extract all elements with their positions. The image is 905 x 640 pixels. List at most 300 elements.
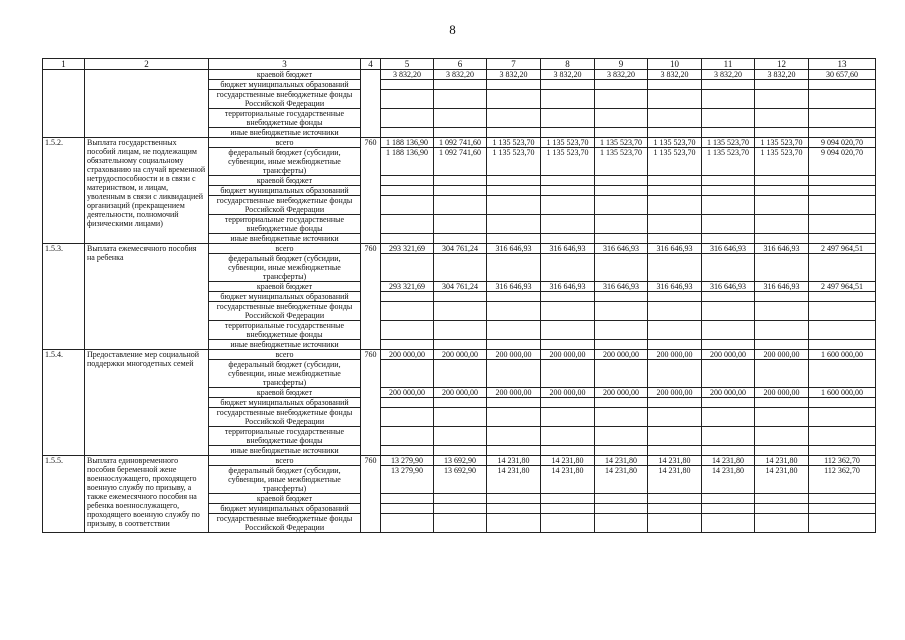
value-cell	[755, 427, 809, 446]
value-cell	[648, 176, 702, 186]
value-cell	[487, 321, 541, 340]
value-cell	[381, 360, 434, 388]
value-cell	[434, 408, 487, 427]
column-header: 9	[595, 59, 648, 70]
value-cell	[755, 292, 809, 302]
value-cell: 14 231,80	[595, 456, 648, 466]
value-cell: 200 000,00	[434, 350, 487, 360]
value-cell: 200 000,00	[702, 388, 755, 398]
value-cell	[755, 514, 809, 533]
row-id-cell: 1.5.4.	[43, 350, 85, 456]
value-cell	[487, 514, 541, 533]
value-cell	[381, 398, 434, 408]
value-cell	[381, 427, 434, 446]
value-cell	[702, 215, 755, 234]
value-cell: 14 231,80	[648, 456, 702, 466]
value-cell	[434, 234, 487, 244]
id-cell	[43, 70, 85, 138]
value-cell: 2 497 964,51	[809, 244, 876, 254]
source-cell: территориальные государственные внебюджетные фонды	[209, 109, 361, 128]
value-cell	[381, 504, 434, 514]
value-cell: 1 135 523,70	[487, 138, 541, 148]
row-name-cell: Выплата государственных пособий лицам, не подлежащим обязательному социальному страхованию на случай временной нетрудоспособности и в связи с материнством, и лицам, уволенным в связи с ликвидацией организаций (прекращением деятельности, полномочий физическими лицами)	[85, 138, 209, 244]
value-cell	[755, 90, 809, 109]
value-cell	[541, 196, 595, 215]
value-cell	[487, 427, 541, 446]
value-cell: 1 135 523,70	[541, 148, 595, 176]
value-cell	[702, 254, 755, 282]
value-cell	[702, 109, 755, 128]
value-cell	[487, 398, 541, 408]
source-cell: территориальные государственные внебюджетные фонды	[209, 321, 361, 340]
value-cell: 14 231,80	[541, 456, 595, 466]
value-cell	[595, 128, 648, 138]
table-row	[43, 456, 876, 466]
source-cell: федеральный бюджет (субсидии, субвенции, иные межбюджетные трансферты)	[209, 254, 361, 282]
column-header: 5	[381, 59, 434, 70]
value-cell	[648, 408, 702, 427]
value-cell	[541, 186, 595, 196]
value-cell	[487, 340, 541, 350]
value-cell	[541, 128, 595, 138]
value-cell	[487, 254, 541, 282]
value-cell	[434, 321, 487, 340]
value-cell: 13 692,90	[434, 466, 487, 494]
value-cell	[648, 254, 702, 282]
value-cell	[809, 196, 876, 215]
source-cell: иные внебюджетные источники	[209, 128, 361, 138]
value-cell	[755, 504, 809, 514]
value-cell: 293 321,69	[381, 282, 434, 292]
value-cell	[487, 196, 541, 215]
value-cell: 3 832,20	[702, 70, 755, 80]
value-cell	[648, 215, 702, 234]
value-cell	[755, 340, 809, 350]
value-cell	[809, 109, 876, 128]
value-cell	[648, 340, 702, 350]
value-cell	[381, 408, 434, 427]
value-cell	[434, 292, 487, 302]
value-cell	[541, 234, 595, 244]
value-cell: 200 000,00	[381, 350, 434, 360]
source-cell: федеральный бюджет (субсидии, субвенции, иные межбюджетные трансферты)	[209, 148, 361, 176]
value-cell	[702, 514, 755, 533]
column-header: 4	[361, 59, 381, 70]
value-cell	[648, 321, 702, 340]
column-header: 12	[755, 59, 809, 70]
value-cell	[541, 408, 595, 427]
value-cell	[702, 321, 755, 340]
source-cell: федеральный бюджет (субсидии, субвенции, иные межбюджетные трансферты)	[209, 360, 361, 388]
value-cell	[648, 90, 702, 109]
value-cell	[487, 90, 541, 109]
value-cell	[702, 234, 755, 244]
value-cell: 1 135 523,70	[541, 138, 595, 148]
row-name-cell: Выплата единовременного пособия беременной жене военнослужащего, проходящего военную службу по призыву, а также ежемесячного пособия на ребенка военнослужащего, проходящего военную службу по призыву, в соответствии	[85, 456, 209, 533]
value-cell	[541, 321, 595, 340]
row-id-cell: 1.5.5.	[43, 456, 85, 533]
table-row	[43, 138, 876, 148]
value-cell	[648, 302, 702, 321]
value-cell: 316 646,93	[648, 282, 702, 292]
table-row	[43, 244, 876, 254]
row-name-cell: Выплата ежемесячного пособия на ребенка	[85, 244, 209, 350]
value-cell: 1 135 523,70	[595, 148, 648, 176]
source-cell: государственные внебюджетные фонды Российской Федерации	[209, 408, 361, 427]
source-cell: государственные внебюджетные фонды Российской Федерации	[209, 90, 361, 109]
value-cell: 1 188 136,90	[381, 138, 434, 148]
value-cell	[595, 234, 648, 244]
value-cell	[595, 408, 648, 427]
value-cell	[381, 196, 434, 215]
value-cell: 14 231,80	[702, 466, 755, 494]
value-cell	[702, 186, 755, 196]
value-cell	[434, 196, 487, 215]
value-cell	[595, 196, 648, 215]
value-cell	[434, 494, 487, 504]
source-cell: бюджет муниципальных образований	[209, 504, 361, 514]
value-cell	[487, 408, 541, 427]
name-cell	[85, 70, 209, 138]
value-cell: 316 646,93	[702, 244, 755, 254]
column-header: 13	[809, 59, 876, 70]
value-cell: 200 000,00	[595, 350, 648, 360]
source-cell: иные внебюджетные источники	[209, 234, 361, 244]
source-cell: краевой бюджет	[209, 494, 361, 504]
value-cell	[755, 215, 809, 234]
value-cell	[434, 504, 487, 514]
value-cell: 316 646,93	[595, 282, 648, 292]
source-cell: иные внебюджетные источники	[209, 340, 361, 350]
value-cell	[648, 360, 702, 388]
value-cell	[434, 446, 487, 456]
value-cell	[381, 234, 434, 244]
value-cell: 3 832,20	[595, 70, 648, 80]
value-cell: 13 279,90	[381, 456, 434, 466]
source-cell: всего	[209, 456, 361, 466]
value-cell	[381, 494, 434, 504]
value-cell: 9 094 020,70	[809, 138, 876, 148]
value-cell	[541, 398, 595, 408]
source-cell: территориальные государственные внебюджетные фонды	[209, 427, 361, 446]
source-cell: всего	[209, 244, 361, 254]
value-cell	[755, 494, 809, 504]
value-cell	[381, 254, 434, 282]
value-cell: 3 832,20	[648, 70, 702, 80]
value-cell: 2 497 964,51	[809, 282, 876, 292]
value-cell	[648, 196, 702, 215]
value-cell	[648, 186, 702, 196]
value-cell	[648, 514, 702, 533]
value-cell	[702, 360, 755, 388]
value-cell	[809, 186, 876, 196]
source-cell: краевой бюджет	[209, 176, 361, 186]
column-header: 2	[85, 59, 209, 70]
value-cell: 14 231,80	[487, 456, 541, 466]
value-cell	[541, 254, 595, 282]
value-cell	[541, 109, 595, 128]
value-cell	[648, 427, 702, 446]
page-number: 8	[449, 22, 456, 37]
table-row	[43, 70, 876, 80]
value-cell	[381, 176, 434, 186]
value-cell: 1 092 741,60	[434, 138, 487, 148]
source-cell: всего	[209, 138, 361, 148]
value-cell	[755, 446, 809, 456]
value-cell	[648, 398, 702, 408]
value-cell	[434, 176, 487, 186]
value-cell: 14 231,80	[541, 466, 595, 494]
value-cell	[434, 302, 487, 321]
value-cell	[541, 514, 595, 533]
value-cell: 316 646,93	[648, 244, 702, 254]
value-cell	[595, 80, 648, 90]
source-cell: федеральный бюджет (субсидии, субвенции, иные межбюджетные трансферты)	[209, 466, 361, 494]
column-header: 11	[702, 59, 755, 70]
value-cell	[755, 302, 809, 321]
source-cell: государственные внебюджетные фонды Российской Федерации	[209, 514, 361, 533]
value-cell: 1 135 523,70	[648, 138, 702, 148]
value-cell: 304 761,24	[434, 244, 487, 254]
value-cell: 112 362,70	[809, 456, 876, 466]
value-cell: 3 832,20	[541, 70, 595, 80]
value-cell	[434, 215, 487, 234]
value-cell: 1 135 523,70	[755, 138, 809, 148]
value-cell	[595, 90, 648, 109]
value-cell: 1 135 523,70	[648, 148, 702, 176]
value-cell: 200 000,00	[648, 388, 702, 398]
value-cell: 13 692,90	[434, 456, 487, 466]
value-cell: 200 000,00	[487, 350, 541, 360]
source-cell: иные внебюджетные источники	[209, 446, 361, 456]
value-cell	[755, 234, 809, 244]
value-cell: 200 000,00	[541, 350, 595, 360]
value-cell	[381, 186, 434, 196]
value-cell	[541, 215, 595, 234]
value-cell	[541, 176, 595, 186]
value-cell	[434, 340, 487, 350]
value-cell	[595, 514, 648, 533]
value-cell: 304 761,24	[434, 282, 487, 292]
value-cell	[595, 215, 648, 234]
value-cell	[595, 109, 648, 128]
source-cell: всего	[209, 350, 361, 360]
value-cell	[487, 360, 541, 388]
value-cell	[809, 176, 876, 186]
value-cell	[381, 514, 434, 533]
value-cell	[702, 427, 755, 446]
value-cell	[595, 254, 648, 282]
value-cell	[434, 186, 487, 196]
value-cell	[755, 254, 809, 282]
value-cell	[648, 292, 702, 302]
value-cell	[648, 109, 702, 128]
value-cell	[595, 398, 648, 408]
value-cell	[487, 292, 541, 302]
value-cell	[809, 254, 876, 282]
value-cell	[595, 446, 648, 456]
value-cell	[487, 128, 541, 138]
value-cell	[648, 234, 702, 244]
value-cell	[702, 446, 755, 456]
value-cell	[702, 80, 755, 90]
value-cell	[595, 292, 648, 302]
source-cell: бюджет муниципальных образований	[209, 398, 361, 408]
value-cell	[541, 340, 595, 350]
value-cell	[595, 302, 648, 321]
value-cell	[381, 215, 434, 234]
column-header: 10	[648, 59, 702, 70]
value-cell	[702, 398, 755, 408]
value-cell	[595, 504, 648, 514]
value-cell	[702, 504, 755, 514]
value-cell	[487, 234, 541, 244]
value-cell	[702, 176, 755, 186]
source-cell: бюджет муниципальных образований	[209, 292, 361, 302]
value-cell	[434, 427, 487, 446]
value-cell	[381, 302, 434, 321]
code-cell	[361, 70, 381, 138]
value-cell	[595, 340, 648, 350]
value-cell: 316 646,93	[702, 282, 755, 292]
value-cell	[648, 494, 702, 504]
source-cell: бюджет муниципальных образований	[209, 80, 361, 90]
value-cell	[381, 109, 434, 128]
value-cell	[541, 504, 595, 514]
value-cell	[755, 109, 809, 128]
value-cell: 316 646,93	[755, 282, 809, 292]
value-cell: 316 646,93	[595, 244, 648, 254]
column-header: 3	[209, 59, 361, 70]
value-cell	[434, 398, 487, 408]
value-cell	[809, 321, 876, 340]
value-cell	[434, 80, 487, 90]
value-cell	[381, 80, 434, 90]
value-cell	[648, 128, 702, 138]
value-cell	[702, 302, 755, 321]
value-cell	[381, 90, 434, 109]
value-cell	[809, 514, 876, 533]
value-cell: 3 832,20	[755, 70, 809, 80]
value-cell: 316 646,93	[487, 282, 541, 292]
value-cell	[755, 128, 809, 138]
value-cell	[434, 254, 487, 282]
row-code-cell: 760	[361, 350, 381, 456]
value-cell	[809, 302, 876, 321]
value-cell: 14 231,80	[755, 466, 809, 494]
value-cell	[595, 494, 648, 504]
value-cell	[487, 504, 541, 514]
value-cell	[487, 215, 541, 234]
value-cell	[541, 80, 595, 90]
value-cell: 316 646,93	[541, 282, 595, 292]
source-cell: краевой бюджет	[209, 282, 361, 292]
value-cell: 1 600 000,00	[809, 388, 876, 398]
value-cell	[755, 176, 809, 186]
value-cell	[809, 234, 876, 244]
value-cell	[755, 80, 809, 90]
value-cell: 316 646,93	[541, 244, 595, 254]
value-cell: 14 231,80	[702, 456, 755, 466]
value-cell: 200 000,00	[755, 388, 809, 398]
value-cell	[487, 109, 541, 128]
value-cell: 316 646,93	[755, 244, 809, 254]
source-cell: краевой бюджет	[209, 70, 361, 80]
value-cell: 1 135 523,70	[702, 138, 755, 148]
value-cell	[434, 109, 487, 128]
value-cell: 316 646,93	[487, 244, 541, 254]
value-cell	[541, 446, 595, 456]
value-cell	[702, 292, 755, 302]
column-header: 6	[434, 59, 487, 70]
value-cell	[381, 340, 434, 350]
value-cell	[381, 128, 434, 138]
value-cell	[434, 514, 487, 533]
row-id-cell: 1.5.2.	[43, 138, 85, 244]
value-cell	[809, 80, 876, 90]
value-cell: 30 657,60	[809, 70, 876, 80]
row-code-cell: 760	[361, 138, 381, 244]
value-cell: 1 135 523,70	[702, 148, 755, 176]
value-cell: 200 000,00	[434, 388, 487, 398]
column-header: 7	[487, 59, 541, 70]
value-cell	[702, 128, 755, 138]
value-cell	[702, 340, 755, 350]
source-cell: бюджет муниципальных образований	[209, 186, 361, 196]
value-cell	[809, 427, 876, 446]
value-cell	[648, 80, 702, 90]
value-cell	[702, 494, 755, 504]
value-cell	[809, 215, 876, 234]
value-cell	[487, 176, 541, 186]
value-cell	[702, 196, 755, 215]
value-cell: 3 832,20	[487, 70, 541, 80]
value-cell	[381, 446, 434, 456]
value-cell: 1 188 136,90	[381, 148, 434, 176]
value-cell	[487, 80, 541, 90]
value-cell: 200 000,00	[595, 388, 648, 398]
value-cell	[809, 398, 876, 408]
value-cell: 1 135 523,70	[755, 148, 809, 176]
value-cell	[541, 90, 595, 109]
value-cell	[487, 302, 541, 321]
budget-table	[42, 58, 876, 533]
value-cell	[809, 292, 876, 302]
value-cell	[595, 321, 648, 340]
value-cell: 200 000,00	[381, 388, 434, 398]
value-cell: 200 000,00	[648, 350, 702, 360]
value-cell	[595, 176, 648, 186]
table-row	[43, 350, 876, 360]
source-cell: государственные внебюджетные фонды Российской Федерации	[209, 302, 361, 321]
value-cell	[434, 90, 487, 109]
column-header: 1	[43, 59, 85, 70]
value-cell	[809, 90, 876, 109]
source-cell: краевой бюджет	[209, 388, 361, 398]
source-cell: государственные внебюджетные фонды Российской Федерации	[209, 196, 361, 215]
value-cell	[809, 494, 876, 504]
value-cell	[487, 446, 541, 456]
value-cell	[595, 360, 648, 388]
value-cell	[434, 360, 487, 388]
value-cell	[755, 408, 809, 427]
value-cell: 13 279,90	[381, 466, 434, 494]
value-cell	[381, 292, 434, 302]
value-cell: 200 000,00	[487, 388, 541, 398]
value-cell	[809, 340, 876, 350]
value-cell	[595, 186, 648, 196]
column-header: 8	[541, 59, 595, 70]
